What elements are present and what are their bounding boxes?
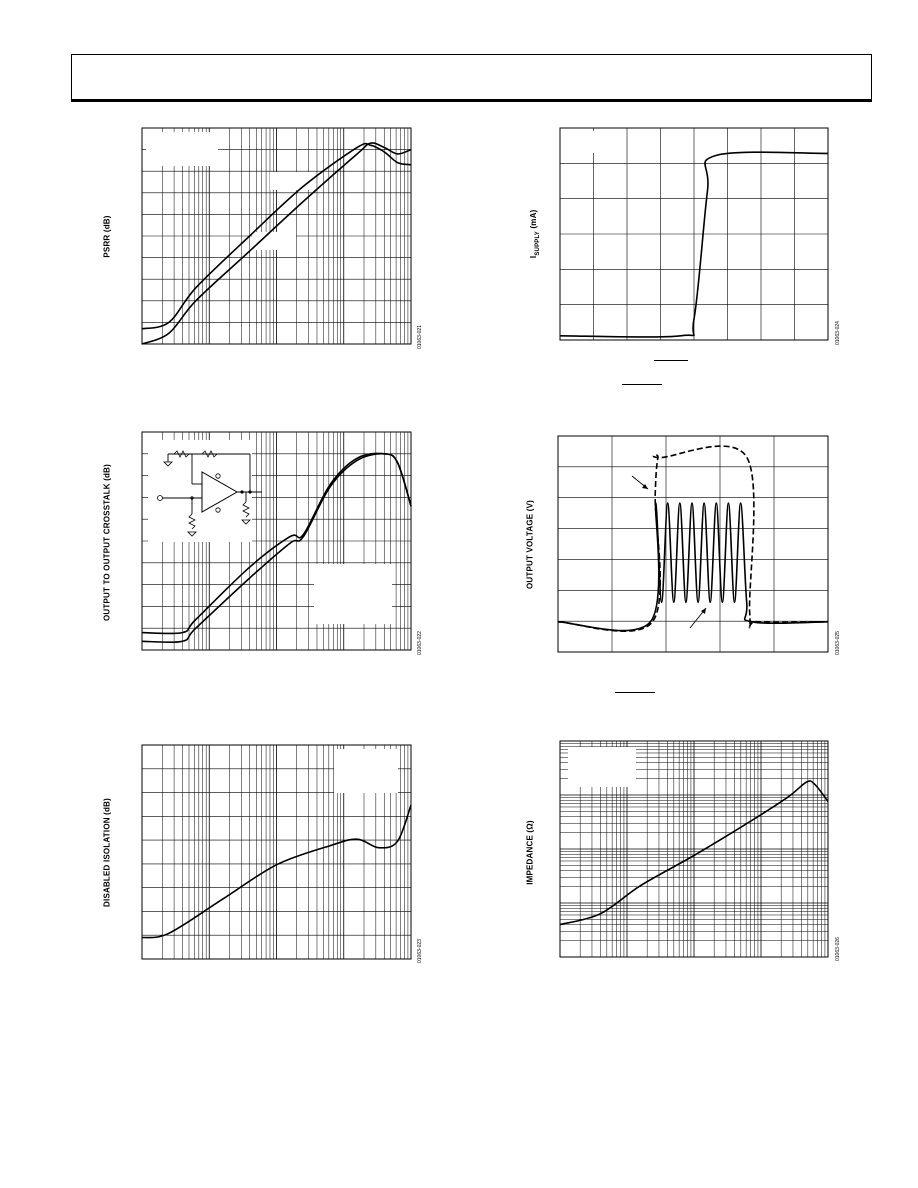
- outvolt-ylabel: OUTPUT VOLTAGE (V): [525, 499, 535, 590]
- psrr-ylabel: PSRR (dB): [102, 215, 112, 258]
- outvolt-figure-code: 01063-025: [835, 631, 841, 655]
- impedance-ylabel: IMPEDANCE (Ω): [525, 820, 535, 885]
- annotation-box: [252, 232, 296, 250]
- crosstalk-ylabel: OUTPUT TO OUTPUT CROSSTALK (dB): [102, 464, 112, 622]
- plot-frame: [558, 436, 828, 652]
- isupply-ylabel: $I_{SUPPLY}$ (mA): [529, 209, 541, 259]
- legend-box: [563, 131, 603, 153]
- crosstalk-figure-code: 01063-022: [417, 631, 423, 655]
- pin-terminal: [216, 508, 220, 512]
- crosstalk-plot: [142, 432, 411, 650]
- psrr-figure-code: 01063-021: [417, 325, 423, 349]
- impedance-figure-code: 01063-026: [835, 937, 841, 961]
- impedance-plot: [560, 741, 828, 957]
- isupply-plot: [560, 128, 828, 340]
- annotation-box: [270, 172, 314, 190]
- outvolt-caption-overline: [615, 692, 655, 693]
- psrr-plot: [142, 128, 411, 344]
- schematic-box: [148, 440, 252, 542]
- legend-box: [146, 132, 218, 166]
- outvolt-enable-dashed-trace: [558, 446, 828, 631]
- input-terminal: [158, 496, 163, 501]
- pin-terminal: [216, 474, 220, 478]
- isolation-figure-code: 01063-023: [417, 939, 423, 963]
- junction-dot: [248, 490, 251, 493]
- isupply-figure-code: 01063-024: [835, 321, 841, 345]
- legend-box: [314, 564, 392, 624]
- legend-box: [568, 747, 636, 787]
- junction-dot: [240, 490, 243, 493]
- page-header: [71, 54, 872, 102]
- isolation-plot: [142, 745, 411, 959]
- isupply-xlabel-overline: [654, 360, 688, 361]
- legend-box: [334, 749, 398, 793]
- outvolt-plot: [558, 436, 828, 652]
- isolation-ylabel: DISABLED ISOLATION (dB): [102, 798, 112, 907]
- isupply-caption-overline: [622, 384, 662, 385]
- outvolt-output-trace: [558, 503, 828, 631]
